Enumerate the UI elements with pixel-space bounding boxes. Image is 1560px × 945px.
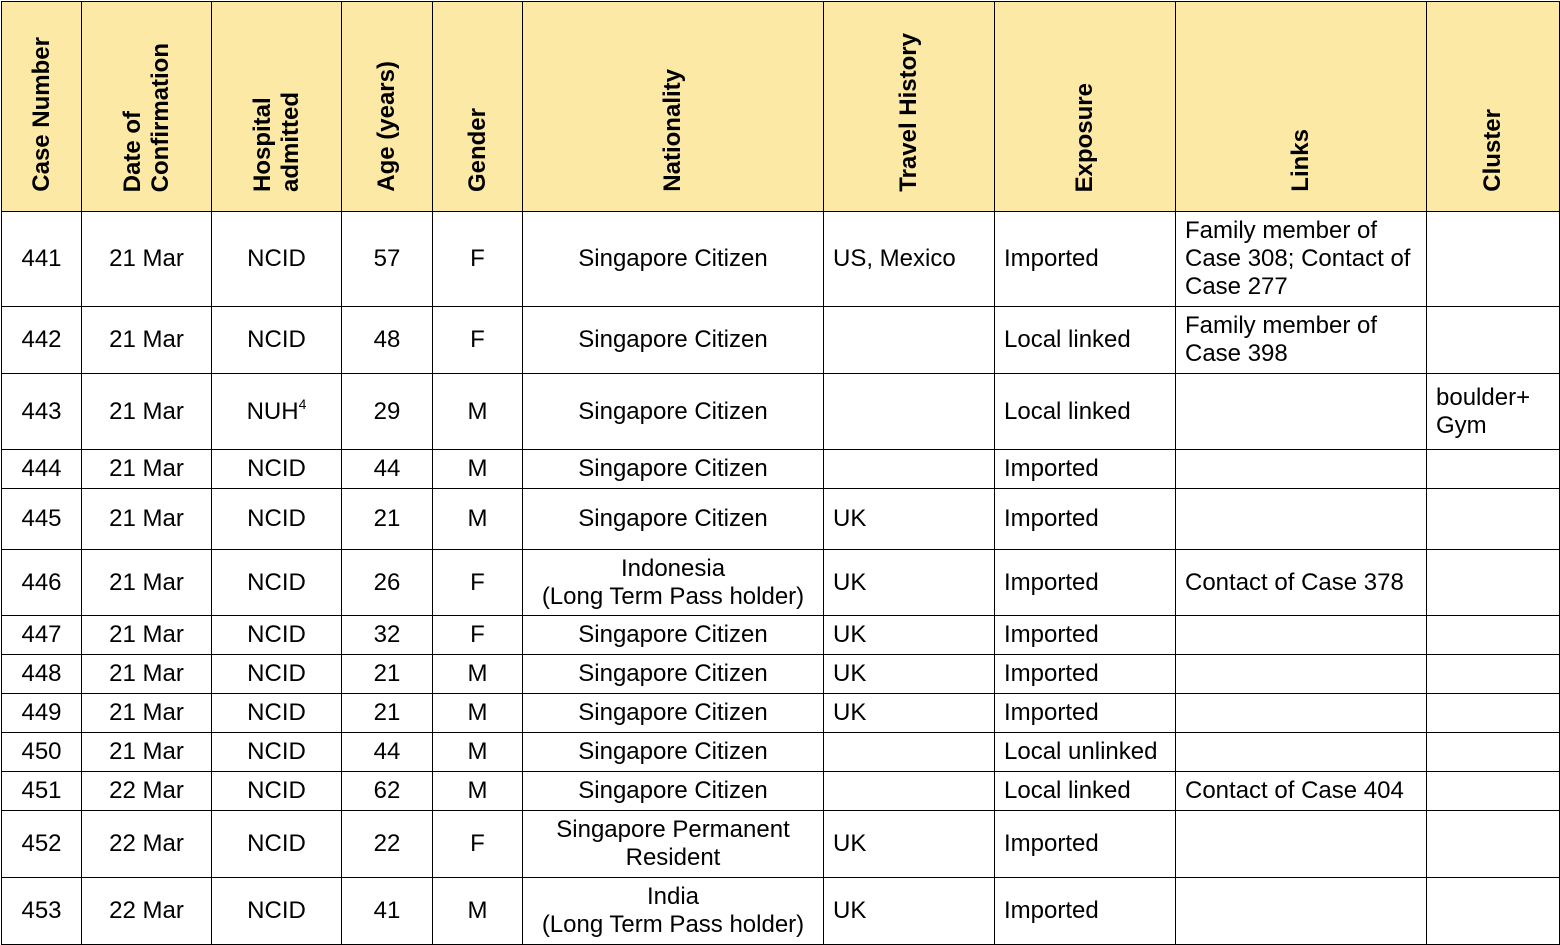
date-cell: [82, 733, 212, 772]
gender-cell: [433, 212, 523, 307]
cluster-cell: [1427, 694, 1560, 733]
links-cell: [1176, 307, 1427, 374]
cluster-cell: [1427, 489, 1560, 550]
cluster-cell: [1427, 374, 1560, 450]
footnote-marker: 4: [298, 395, 307, 412]
travel-history-cell-text: UK: [833, 830, 867, 857]
date-cell: [82, 616, 212, 655]
travel-history-cell-text: UK: [833, 660, 867, 687]
age-cell-text: 41: [373, 897, 401, 924]
nationality-cell: [523, 655, 824, 694]
travel-history-cell-text: US, Mexico: [833, 245, 956, 272]
col-header-gender[interactable]: [433, 2, 523, 212]
gender-cell: [433, 733, 523, 772]
case-number-cell: [2, 811, 82, 878]
hospital-cell: [212, 212, 342, 307]
table-body: [2, 212, 1560, 945]
exposure-cell: [995, 374, 1176, 450]
nationality-cell: [523, 450, 824, 489]
col-header-label: Links: [1287, 129, 1314, 192]
age-cell: [342, 772, 433, 811]
table-row[interactable]: [2, 811, 1560, 878]
age-cell: [342, 733, 433, 772]
links-cell: [1176, 450, 1427, 489]
date-cell-text: 21 Mar: [109, 397, 184, 425]
links-cell: [1176, 733, 1427, 772]
travel-history-cell: [824, 212, 995, 307]
case-number-cell-text: 447: [21, 621, 62, 648]
age-cell-text: 22: [373, 830, 401, 857]
case-number-cell: [2, 655, 82, 694]
age-cell-text: 26: [373, 568, 401, 596]
case-number-cell-text: 441: [21, 245, 62, 272]
gender-cell: [433, 655, 523, 694]
table-row[interactable]: [2, 616, 1560, 655]
col-header-travel-history[interactable]: [824, 2, 995, 212]
col-header-label: Exposure: [1071, 82, 1098, 192]
case-number-cell: [2, 374, 82, 450]
hospital-cell-text: NCID: [247, 660, 306, 687]
gender-cell-text: M: [467, 897, 488, 924]
exposure-cell-text: Imported: [1004, 455, 1099, 482]
links-cell: [1176, 878, 1427, 945]
age-cell: [342, 616, 433, 655]
hospital-cell: [212, 616, 342, 655]
nationality-cell-text: Singapore Citizen: [578, 777, 768, 804]
links-cell-text: Family member of Case 308; Contact of Case 277: [1185, 217, 1411, 300]
gender-cell-text: F: [470, 326, 485, 353]
hospital-cell-text: NCID: [247, 455, 306, 482]
exposure-cell: [995, 212, 1176, 307]
hospital-cell: [212, 489, 342, 550]
gender-cell-text: M: [467, 699, 488, 726]
nationality-cell: [523, 772, 824, 811]
hospital-cell: [212, 450, 342, 489]
travel-history-cell: [824, 878, 995, 945]
col-header-hospital[interactable]: [212, 2, 342, 212]
travel-history-cell: [824, 550, 995, 616]
age-cell: [342, 550, 433, 616]
case-number-cell: [2, 489, 82, 550]
col-header-label: Case Number: [27, 37, 55, 192]
col-header-label: Travel History: [895, 33, 922, 192]
gender-cell-text: M: [467, 505, 488, 532]
hospital-cell-text: NCID: [247, 777, 306, 804]
hospital-cell: [212, 307, 342, 374]
exposure-cell: [995, 307, 1176, 374]
travel-history-cell: [824, 694, 995, 733]
case-number-cell-text: 448: [21, 660, 62, 687]
links-cell-text: Contact of Case 378: [1185, 568, 1404, 596]
table-row[interactable]: [2, 307, 1560, 374]
table-row[interactable]: [2, 450, 1560, 489]
age-cell: [342, 212, 433, 307]
exposure-cell: [995, 878, 1176, 945]
case-number-cell: [2, 550, 82, 616]
col-header-exposure[interactable]: [995, 2, 1176, 212]
exposure-cell: [995, 616, 1176, 655]
cluster-cell: [1427, 733, 1560, 772]
table-row[interactable]: [2, 878, 1560, 945]
links-cell: [1176, 550, 1427, 616]
date-cell-text: 21 Mar: [109, 660, 184, 687]
links-cell: [1176, 655, 1427, 694]
travel-history-cell: [824, 616, 995, 655]
date-cell: [82, 694, 212, 733]
age-cell-text: 29: [373, 397, 401, 425]
exposure-cell: [995, 733, 1176, 772]
gender-cell-text: F: [470, 568, 485, 596]
cases-table: [1, 1, 1560, 945]
case-number-cell-text: 442: [21, 326, 62, 353]
age-cell-text: 62: [373, 777, 401, 804]
case-number-cell-text: 453: [21, 897, 62, 924]
hospital-cell-text: NCID: [247, 738, 306, 765]
date-cell: [82, 550, 212, 616]
col-header-label: Age (years): [373, 61, 400, 192]
case-number-cell-text: 444: [21, 455, 62, 482]
exposure-cell-text: Imported: [1004, 621, 1099, 648]
age-cell-text: 32: [373, 621, 401, 648]
cluster-cell: [1427, 450, 1560, 489]
travel-history-cell-text: UK: [833, 621, 867, 648]
gender-cell-text: F: [470, 245, 485, 272]
gender-cell: [433, 616, 523, 655]
nationality-cell-text: Indonesia (Long Term Pass holder): [541, 554, 805, 610]
col-header-label: Gender: [463, 107, 491, 192]
age-cell: [342, 694, 433, 733]
gender-cell-text: M: [467, 777, 488, 804]
age-cell-text: 57: [373, 245, 401, 272]
nationality-cell: [523, 811, 824, 878]
date-cell: [82, 374, 212, 450]
table-row[interactable]: [2, 374, 1560, 450]
date-cell: [82, 450, 212, 489]
nationality-cell-text: Singapore Citizen: [578, 505, 768, 532]
case-number-cell: [2, 772, 82, 811]
date-cell-text: 21 Mar: [109, 699, 184, 726]
cluster-cell: [1427, 212, 1560, 307]
travel-history-cell: [824, 307, 995, 374]
age-cell-text: 44: [373, 455, 401, 482]
exposure-cell-text: Local unlinked: [1004, 738, 1158, 765]
gender-cell: [433, 307, 523, 374]
date-cell-text: 22 Mar: [109, 897, 184, 924]
exposure-cell-text: Imported: [1004, 245, 1099, 272]
gender-cell: [433, 878, 523, 945]
date-cell: [82, 772, 212, 811]
nationality-cell: [523, 374, 824, 450]
travel-history-cell: [824, 733, 995, 772]
case-number-cell-text: 445: [21, 505, 62, 532]
col-header-cluster[interactable]: [1427, 2, 1560, 212]
table-row[interactable]: [2, 772, 1560, 811]
hospital-cell-text: NUH: [246, 397, 299, 425]
cluster-cell: [1427, 616, 1560, 655]
date-cell-text: 21 Mar: [109, 568, 184, 596]
table-row[interactable]: [2, 212, 1560, 307]
hospital-cell: [212, 878, 342, 945]
gender-cell: [433, 450, 523, 489]
table-row[interactable]: [2, 694, 1560, 733]
gender-cell: [433, 374, 523, 450]
gender-cell-text: M: [467, 738, 488, 765]
travel-history-cell-text: UK: [833, 568, 867, 596]
nationality-cell-text: India (Long Term Pass holder): [541, 883, 805, 938]
hospital-cell: [212, 772, 342, 811]
col-header-label: Cluster: [1479, 109, 1506, 192]
travel-history-cell: [824, 772, 995, 811]
exposure-cell-text: Imported: [1004, 699, 1099, 726]
date-cell: [82, 307, 212, 374]
nationality-cell-text: Singapore Citizen: [578, 397, 768, 425]
hospital-cell: [212, 694, 342, 733]
age-cell: [342, 450, 433, 489]
hospital-cell: [212, 655, 342, 694]
gender-cell: [433, 811, 523, 878]
exposure-cell: [995, 489, 1176, 550]
travel-history-cell-text: UK: [833, 897, 867, 924]
exposure-cell: [995, 772, 1176, 811]
date-cell: [82, 878, 212, 945]
date-cell: [82, 489, 212, 550]
date-cell: [82, 811, 212, 878]
exposure-cell-text: Imported: [1004, 568, 1099, 596]
hospital-cell-text: NCID: [247, 830, 306, 857]
travel-history-cell-text: UK: [833, 505, 867, 532]
case-number-cell-text: 443: [21, 397, 62, 425]
links-cell: [1176, 489, 1427, 550]
age-cell: [342, 878, 433, 945]
nationality-cell: [523, 550, 824, 616]
exposure-cell: [995, 550, 1176, 616]
date-cell-text: 21 Mar: [109, 505, 184, 532]
hospital-cell: [212, 550, 342, 616]
exposure-cell-text: Imported: [1004, 660, 1099, 687]
col-header-case-number[interactable]: [2, 2, 82, 212]
hospital-cell-text: NCID: [247, 245, 306, 272]
travel-history-cell: [824, 374, 995, 450]
case-number-cell: [2, 616, 82, 655]
col-header-age[interactable]: [342, 2, 433, 212]
table-row[interactable]: [2, 489, 1560, 550]
cluster-cell: [1427, 550, 1560, 616]
cluster-cell: [1427, 655, 1560, 694]
links-cell-text: Family member of Case 398: [1185, 312, 1378, 367]
hospital-cell: [212, 374, 342, 450]
age-cell: [342, 655, 433, 694]
case-number-cell: [2, 878, 82, 945]
exposure-cell-text: Local linked: [1004, 326, 1131, 353]
links-cell-text: Contact of Case 404: [1185, 777, 1404, 804]
date-cell: [82, 212, 212, 307]
date-cell-text: 22 Mar: [109, 830, 184, 857]
date-cell-text: 21 Mar: [109, 326, 184, 353]
col-header-date[interactable]: [82, 2, 212, 212]
hospital-cell-text: NCID: [247, 505, 306, 532]
age-cell-text: 48: [373, 326, 401, 353]
nationality-cell-text: Singapore Citizen: [578, 245, 768, 272]
case-number-cell: [2, 450, 82, 489]
case-number-cell: [2, 694, 82, 733]
table-row[interactable]: [2, 550, 1560, 616]
travel-history-cell: [824, 450, 995, 489]
nationality-cell-text: Singapore Citizen: [578, 326, 768, 353]
nationality-cell-text: Singapore Citizen: [578, 621, 768, 648]
exposure-cell-text: Local linked: [1004, 397, 1131, 425]
links-cell: [1176, 374, 1427, 450]
nationality-cell: [523, 307, 824, 374]
hospital-cell-text: NCID: [247, 699, 306, 726]
nationality-cell: [523, 878, 824, 945]
col-header-label: Nationality: [659, 69, 686, 192]
nationality-cell: [523, 733, 824, 772]
gender-cell: [433, 694, 523, 733]
cluster-cell: [1427, 772, 1560, 811]
hospital-cell-text: NCID: [247, 621, 306, 648]
travel-history-cell-text: UK: [833, 699, 867, 726]
exposure-cell: [995, 450, 1176, 489]
col-header-label: Hospital admitted: [248, 91, 304, 192]
gender-cell-text: M: [467, 660, 488, 687]
date-cell: [82, 655, 212, 694]
gender-cell-text: F: [470, 621, 485, 648]
case-number-cell-text: 452: [21, 830, 62, 857]
age-cell-text: 21: [373, 699, 401, 726]
links-cell: [1176, 212, 1427, 307]
gender-cell: [433, 550, 523, 616]
nationality-cell: [523, 694, 824, 733]
cluster-cell: [1427, 307, 1560, 374]
date-cell-text: 21 Mar: [109, 245, 184, 272]
nationality-cell-text: Singapore Citizen: [578, 455, 768, 482]
case-number-cell: [2, 733, 82, 772]
age-cell: [342, 307, 433, 374]
case-number-cell: [2, 307, 82, 374]
gender-cell-text: F: [470, 830, 485, 857]
links-cell: [1176, 616, 1427, 655]
header-row: [2, 2, 1560, 212]
case-number-cell: [2, 212, 82, 307]
age-cell-text: 21: [373, 660, 401, 687]
nationality-cell: [523, 616, 824, 655]
age-cell: [342, 374, 433, 450]
exposure-cell-text: Imported: [1004, 830, 1099, 857]
links-cell: [1176, 772, 1427, 811]
case-number-cell-text: 450: [21, 738, 62, 765]
links-cell: [1176, 694, 1427, 733]
age-cell: [342, 811, 433, 878]
links-cell: [1176, 811, 1427, 878]
gender-cell: [433, 772, 523, 811]
col-header-nationality[interactable]: [523, 2, 824, 212]
travel-history-cell: [824, 655, 995, 694]
hospital-cell: [212, 733, 342, 772]
gender-cell-text: M: [467, 397, 488, 425]
nationality-cell-text: Singapore Permanent Resident: [556, 816, 790, 871]
col-header-label: Date of Confirmation: [118, 42, 174, 192]
col-header-links[interactable]: [1176, 2, 1427, 212]
case-number-cell-text: 446: [21, 568, 62, 596]
hospital-cell: [212, 811, 342, 878]
nationality-cell-text: Singapore Citizen: [578, 660, 768, 687]
date-cell-text: 21 Mar: [109, 621, 184, 648]
travel-history-cell: [824, 811, 995, 878]
nationality-cell-text: Singapore Citizen: [578, 738, 768, 765]
age-cell: [342, 489, 433, 550]
gender-cell: [433, 489, 523, 550]
exposure-cell-text: Local linked: [1004, 777, 1131, 804]
nationality-cell: [523, 489, 824, 550]
exposure-cell-text: Imported: [1004, 505, 1099, 532]
hospital-cell-text: NCID: [247, 897, 306, 924]
case-number-cell-text: 451: [21, 777, 62, 804]
date-cell-text: 21 Mar: [109, 738, 184, 765]
exposure-cell: [995, 694, 1176, 733]
exposure-cell: [995, 655, 1176, 694]
age-cell-text: 21: [373, 505, 401, 532]
table-row[interactable]: [2, 733, 1560, 772]
nationality-cell: [523, 212, 824, 307]
table-row[interactable]: [2, 655, 1560, 694]
nationality-cell-text: Singapore Citizen: [578, 699, 768, 726]
cluster-cell: [1427, 811, 1560, 878]
date-cell-text: 22 Mar: [109, 777, 184, 804]
cluster-cell-text: boulder+ Gym: [1436, 383, 1531, 439]
hospital-cell-text: NCID: [247, 326, 306, 353]
gender-cell-text: M: [467, 455, 488, 482]
travel-history-cell: [824, 489, 995, 550]
case-number-cell-text: 449: [21, 699, 62, 726]
cluster-cell: [1427, 878, 1560, 945]
hospital-cell-text: NCID: [247, 568, 306, 596]
age-cell-text: 44: [373, 738, 401, 765]
exposure-cell: [995, 811, 1176, 878]
date-cell-text: 21 Mar: [109, 455, 184, 482]
exposure-cell-text: Imported: [1004, 897, 1099, 924]
